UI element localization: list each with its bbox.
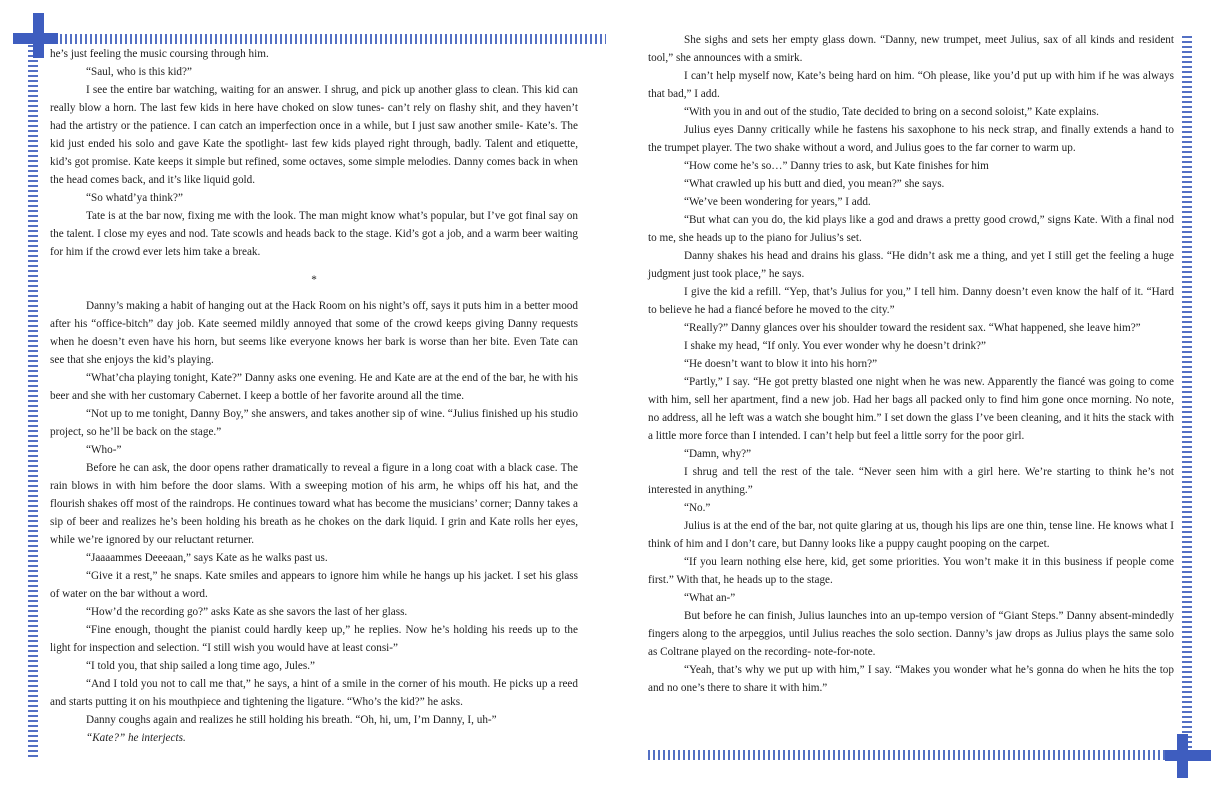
paragraph: “Who-” <box>86 444 122 456</box>
scene-separator: * <box>311 274 317 286</box>
paragraph: “Partly,” I say. “He got pretty blasted one night when he was new. Apparently the fiancé was going to come with him, sell her apartment, find a new job. Had her bags all packed only to find him gone once morning. No note, no address, all he left was a watch she bought him.” I set down the glass I’ve been cleaning, and it hits the stack with a little more force than I intended. I can’t help but feel a little sorry for the poor girl. <box>648 376 1174 442</box>
left-page-text <box>50 45 578 747</box>
paragraph: “He doesn’t want to blow it into his horn?” <box>684 358 878 370</box>
paragraph: “If you learn nothing else here, kid, get some priorities. You won’t make it in this business if people come first.” With that, he heads up to the stage. <box>648 556 1174 586</box>
paragraph: “So whatd’ya think?” <box>86 192 183 204</box>
paragraph: “What crawled up his butt and died, you mean?” she says. <box>684 178 945 190</box>
paragraph: “But what can you do, the kid plays like a god and draws a pretty good crowd,” signs Kate. With a final nod to me, she heads up to the piano for Julius’s set. <box>648 214 1174 244</box>
paragraph: “Damn, why?” <box>684 448 752 460</box>
paragraph: “I told you, that ship sailed a long time ago, Jules.” <box>86 660 315 672</box>
paragraph: “With you in and out of the studio, Tate decided to bring on a second soloist,” Kate explains. <box>684 106 1099 118</box>
paragraph: “How come he’s so…” Danny tries to ask, but Kate finishes for him <box>684 160 989 172</box>
paragraph: “Saul, who is this kid?” <box>86 66 192 78</box>
paragraph <box>50 729 578 747</box>
paragraph: “How’d the recording go?” asks Kate as she savors the last of her glass. <box>86 606 408 618</box>
paragraph: “What an-” <box>684 592 736 604</box>
paragraph: “What’cha playing tonight, Kate?” Danny asks one evening. He and Kate are at the end of the bar, he with his beer and she with her customary Cabernet. I keep a bottle of her favorite around all the time. <box>50 372 578 402</box>
paragraph: I can’t help myself now, Kate’s being hard on him. “Oh please, like you’d put up with him if he was always that bad,” I add. <box>648 70 1174 100</box>
paragraph: I give the kid a refill. “Yep, that’s Julius for you,” I tell him. Danny doesn’t even know the half of it. “Hard to believe he had a fiancé before he moved to the city.” <box>648 286 1174 316</box>
paragraph: “Give it a rest,” he snaps. Kate smiles and appears to ignore him while he hangs up his jacket. I set his glass of water on the bar without a word. <box>50 570 578 600</box>
right-page-text <box>648 31 1174 697</box>
paragraph: “And I told you not to call me that,” he says, a hint of a smile in the corner of his mouth. He picks up a reed and starts putting it on his mouthpiece and tightening the ligature. “Who’s the kid?” he asks. <box>50 678 578 708</box>
paragraph: he’s just feeling the music coursing through him. <box>50 48 269 60</box>
paragraph: Before he can ask, the door opens rather dramatically to reveal a figure in a long coat with a black case. The rain blows in with him before the door slams. With a sweeping motion of his arm, he whips off his hat, and the flourish shakes off most of the raindrops. He continues toward what has become the musicians’ corner; Danny takes a sip of beer and realizes he’s been holding his breath as he chokes on the dark liquid. I grin and Kate rolls her eyes, while we’re ignored by our reluctant returner. <box>50 462 578 546</box>
paragraph: Danny shakes his head and drains his glass. “He didn’t ask me a thing, and yet I still get the feeling a huge judgment just took place,” he says. <box>648 250 1174 280</box>
paragraph: “Really?” Danny glances over his shoulder toward the resident sax. “What happened, she leave him?” <box>684 322 1141 334</box>
paragraph: “Yeah, that’s why we put up with him,” I say. “Makes you wonder what he’s gonna do when he hits the top and no one’s there to share it with him.” <box>648 664 1174 694</box>
paragraph: I shake my head, “If only. You ever wonder why he doesn’t drink?” <box>684 340 986 352</box>
paragraph: Danny’s making a habit of hanging out at the Hack Room on his night’s off, says it puts him in a better mood after his “office-bitch” day job. Kate seemed mildly annoyed that some of the crowd keeps giving Danny requests when he doesn’t even have his horn, but seems like everyone knows her bark is worse than her bite. Even Tate can see that she enjoys the kid’s playing. <box>50 300 578 366</box>
paragraph: Julius eyes Danny critically while he fastens his saxophone to his neck strap, and finally extends a hand to the trumpet player. The two shake without a word, and Julius goes to the far corner to warm up. <box>648 124 1174 154</box>
paragraph: “Jaaaammes Deeeaan,” says Kate as he walks past us. <box>86 552 328 564</box>
paragraph: I see the entire bar watching, waiting for an answer. I shrug, and pick up another glass to clean. This kid can really blow a horn. The last few kids in here have choked on slow tunes- can’t rely on flashy shit, and they haven’t had the artistry or the patience. I can catch an imperfection once in a while, but I just saw another smile- Kate’s. The kid just ended his solo and gave Kate the spotlight- last few kids played right through, badly. Talent and etiquette, kid’s got promise. Kate keeps it simple but refined, some octaves, some simple melodies. Danny comes back in when the head comes back, and it’s like liquid gold. <box>50 84 578 186</box>
paragraph: Tate is at the bar now, fixing me with the look. The man might know what’s popular, but I’ve got final say on the talent. I close my eyes and nod. Tate scowls and heads back to the stage. Kid’s got a job, and a warm beer waiting for him if the crowd ever lets him take a break. <box>50 210 578 258</box>
paragraph: “Fine enough, thought the pianist could hardly keep up,” he replies. Now he’s holding his reeds up to the light for inspection and selection. “I still wish you would have at least consi-” <box>50 624 578 654</box>
italic-dialogue: “Kate?” he interjects. <box>86 732 186 744</box>
paragraph: But before he can finish, Julius launches into an up-tempo version of “Giant Steps.” Danny absent-mindedly fingers along to the arpeggios, until Julius reaches the solo section. Danny’s jaw drops as Julius plays the same solo as Coltrane played on the recording- note-for-note. <box>648 610 1174 658</box>
paragraph: I shrug and tell the rest of the tale. “Never seen him with a girl here. We’re starting to think he’s not interested in anything.” <box>648 466 1174 496</box>
paragraph: Julius is at the end of the bar, not quite glaring at us, though his lips are one thin, tense line. He knows what I think of him and I don’t care, but Danny looks like a puppy caught pooping on the carpet. <box>648 520 1174 550</box>
paragraph: “Not up to me tonight, Danny Boy,” she answers, and takes another sip of wine. “Julius finished up his studio project, so he’ll be back on the stage.” <box>50 408 578 438</box>
paragraph: She sighs and sets her empty glass down. “Danny, new trumpet, meet Julius, sax of all kinds and resident tool,” she announces with a smirk. <box>648 34 1174 64</box>
paragraph: “We’ve been wondering for years,” I add. <box>684 196 871 208</box>
paragraph: Danny coughs again and realizes he still holding his breath. “Oh, hi, um, I’m Danny, I, uh-” <box>86 714 497 726</box>
paragraph: “No.” <box>684 502 711 514</box>
